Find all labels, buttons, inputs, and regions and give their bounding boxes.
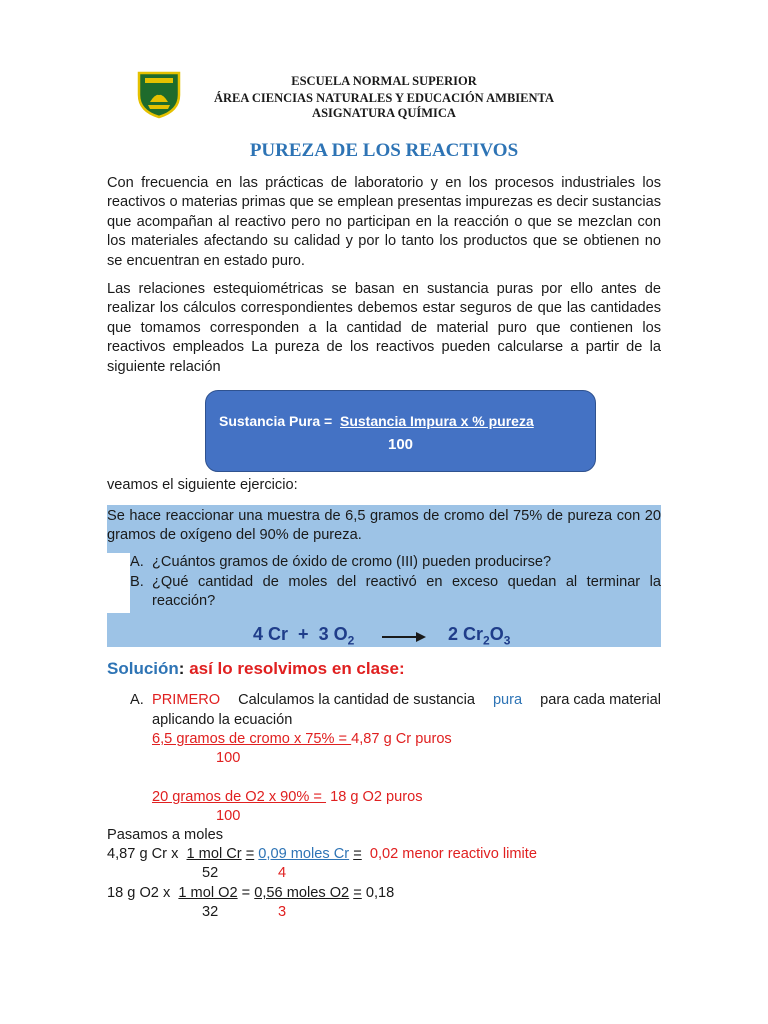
formula-denominator: 100 [387,436,414,453]
question-b: ¿Qué cantidad de moles del reactivó en exceso quedan al terminar la reacción? [152,574,661,610]
equation-reactant-1: 4 Cr [253,624,289,644]
question-a: ¿Cuántos gramos de óxido de cromo (III) pueden producirse? [152,554,552,570]
calc1-denominator: 100 [216,750,241,766]
calc2-denominator: 100 [216,808,241,824]
row1-mass: 4,87 g Cr x [107,846,179,862]
exercise-intro: veamos el siguiente ejercicio: [107,477,298,493]
row1-equals-2: = [353,846,362,862]
calc-oxygen [152,788,423,807]
step-text-b: para cada material [540,692,661,708]
solution-heading [107,659,405,679]
calc2-result: 18 g O2 puros [330,789,423,805]
row2-denominator: 32 [202,904,219,920]
row2-result: 0,18 [365,885,395,901]
exercise-statement: Se hace reaccionar una muestra de 6,5 gramos de cromo del 75% de pureza con 20 gramos de oxígeno del 90% de pureza. [107,508,661,544]
solution-colon: : [178,659,185,678]
row1-denominator-2: 4 [278,865,287,881]
formula-box [205,390,596,472]
step-line-1 [152,691,661,710]
equation-reactant-2: 3 O [318,624,348,644]
formula-numerator: Sustancia Impura x % pureza [340,413,534,429]
row2-equals: = [241,885,251,901]
row1-equals: = [245,846,255,862]
row2-equals-2: = [353,885,362,901]
calc2-numerator: 20 gramos de O2 x 90% = [152,789,327,805]
moles-title: Pasamos a moles [107,827,223,843]
product-cr: 2 Cr [448,624,484,644]
school-crest-icon [134,69,184,119]
solution-label: Solución [107,659,179,678]
paragraph-relations: Las relaciones estequiométricas se basan en sustancia puras por ello antes de realizar los cálculos correspondientes debemos estar seguros de que las cantidades que tomamos corresponden a la cantidad de material puro que contienen los reactivos empleados La pureza de los reactivos pueden calcularse a partir de la siguiente relación [107,281,661,375]
row1-limit: 0,02 menor reactivo limite [369,846,537,862]
question-b-marker: B. [130,574,144,590]
step-word-pure: pura [492,692,523,708]
chemical-equation [253,624,354,648]
department-name: ÁREA CIENCIAS NATURALES Y EDUCACIÓN AMBIENTA [214,91,554,105]
product-sub-1: 2 [483,633,490,648]
moles-row-chromium [107,845,537,864]
question-a-marker: A. [130,554,144,570]
row1-moles: 0,09 moles Cr [258,846,350,862]
product-sub-2: 3 [503,633,511,648]
page-title: PUREZA DE LOS REACTIVOS [249,140,519,161]
equation-product [448,624,510,648]
row1-factor: 1 mol Cr [186,846,242,862]
solution-subtitle: así lo resolvimos en clase: [189,659,405,678]
calc-chromium [152,730,452,749]
product-o: O [489,624,504,644]
paragraph-intro: Con frecuencia en las prácticas de laboratorio y en los procesos industriales los reactivos o materias primas que se emplean presentas impurezas es decir sustancias que acompañan al reactivo pero no participan en la reacción o que se mezclan con los materiales afectando su calidad y por lo tanto los productos que se obtienen no se encuentran en estado puro. [107,175,662,269]
calc1-result: 4,87 g Cr puros [351,731,452,747]
step-marker: A. [130,692,144,708]
row2-moles: 0,56 moles O2 [254,885,350,901]
step-line-2: aplicando la ecuación [152,712,293,728]
row1-denominator: 52 [202,865,219,881]
subject-name: ASIGNATURA QUÍMICA [312,106,456,120]
reaction-arrow-icon [382,630,426,648]
row2-factor: 1 mol O2 [178,885,238,901]
calc1-numerator: 6,5 gramos de cromo x 75% = [152,731,352,747]
school-name: ESCUELA NORMAL SUPERIOR [291,74,477,88]
equation-plus: + [298,624,309,644]
row2-mass: 18 g O2 x [107,885,171,901]
formula-numerator-line [219,413,534,429]
moles-row-oxygen [107,884,394,903]
row2-denominator-2: 3 [278,904,287,920]
formula-left: Sustancia Pura = [219,413,333,429]
step-text-a: Calculamos la cantidad de sustancia [238,692,475,708]
equation-sub: 2 [347,633,355,648]
step-word-primero: PRIMERO [152,692,221,708]
